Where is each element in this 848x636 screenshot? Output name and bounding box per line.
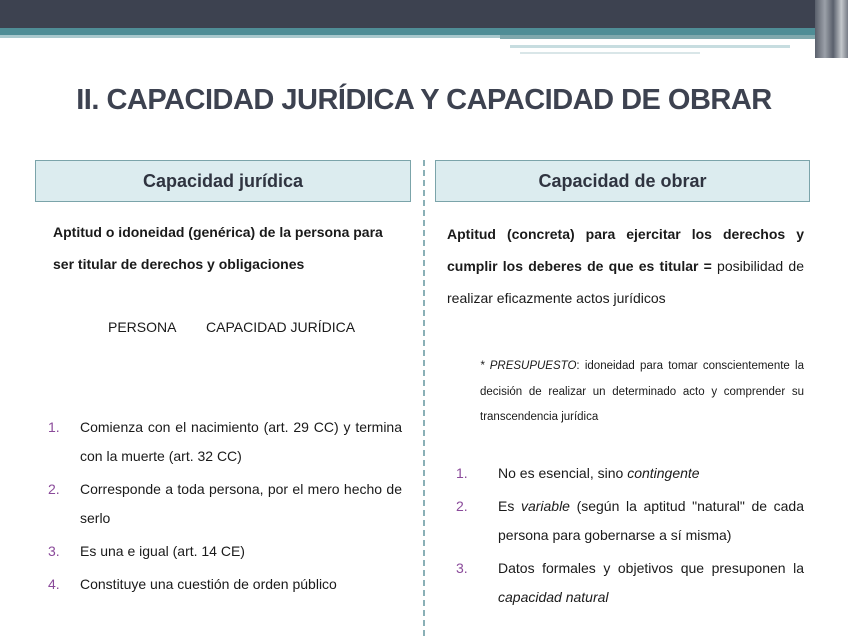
- definition-bold: Aptitud (concreta) para ejercitar los derechos y cumplir los deberes de que es titular =: [447, 226, 804, 274]
- capacidad-juridica-list: [48, 413, 402, 603]
- header-stripe: [520, 52, 700, 54]
- list-item: [48, 475, 402, 533]
- header-corner-decoration: [815, 0, 848, 58]
- list-item-emphasis: capacidad natural: [498, 589, 609, 605]
- list-item: [48, 413, 402, 471]
- presupuesto-label: * PRESUPUESTO: [480, 360, 577, 372]
- list-number: 4.: [48, 576, 60, 592]
- capacidad-obrar-definition: [447, 218, 804, 314]
- list-item: [48, 570, 402, 599]
- header-band-dark: [0, 0, 848, 28]
- list-item-text: (según la aptitud "natural" de cada persona para gobernarse a sí misma): [498, 498, 804, 543]
- list-number: 2.: [456, 498, 468, 514]
- list-item-emphasis: variable: [520, 498, 570, 514]
- capacidad-juridica-label: CAPACIDAD JURÍDICA: [206, 319, 356, 335]
- header-band-teal: [0, 28, 848, 35]
- header-stripe: [500, 35, 848, 39]
- list-item-text: No es esencial, sino: [498, 465, 628, 481]
- list-item: [456, 492, 804, 550]
- capacidad-obrar-heading: Capacidad de obrar: [435, 160, 810, 202]
- header-stripe: [0, 35, 500, 38]
- list-item: [48, 537, 402, 566]
- list-item-text: Corresponde a toda persona, por el mero hecho de serlo: [80, 481, 402, 526]
- list-number: 1.: [456, 465, 468, 481]
- list-number: 3.: [48, 543, 60, 559]
- list-number: 2.: [48, 481, 60, 497]
- presupuesto-note: [480, 354, 804, 431]
- list-item-text: Constituye una cuestión de orden público: [80, 576, 337, 592]
- presupuesto-text: : idoneidad para tomar conscientemente la decisión de realizar un determinado acto y comprender su transcendencia jurídica: [480, 360, 804, 423]
- list-item-text: Es una e igual (art. 14 CE): [80, 543, 245, 559]
- list-item: [456, 459, 804, 488]
- list-item-emphasis: contingente: [627, 465, 700, 481]
- capacidad-juridica-heading: Capacidad jurídica: [35, 160, 411, 202]
- slide-title: II. CAPACIDAD JURÍDICA Y CAPACIDAD DE OBRAR: [76, 84, 772, 116]
- definition-rest: posibilidad de realizar eficazmente actos jurídicos: [447, 258, 804, 306]
- capacidad-juridica-definition: Aptitud o idoneidad (genérica) de la persona para ser titular de derechos y obligaciones: [53, 224, 383, 272]
- list-number: 3.: [456, 560, 468, 576]
- list-number: 1.: [48, 419, 60, 435]
- list-item: [456, 554, 804, 612]
- list-item-text: Es: [498, 498, 521, 514]
- list-item-text: Comienza con el nacimiento (art. 29 CC) y termina con la muerte (art. 32 CC): [80, 419, 402, 464]
- header-stripe: [510, 45, 790, 48]
- column-divider: [423, 160, 425, 636]
- persona-label: PERSONA: [108, 319, 177, 335]
- list-item-text: Datos formales y objetivos que presuponen la: [498, 560, 804, 576]
- capacidad-obrar-list: [456, 459, 804, 616]
